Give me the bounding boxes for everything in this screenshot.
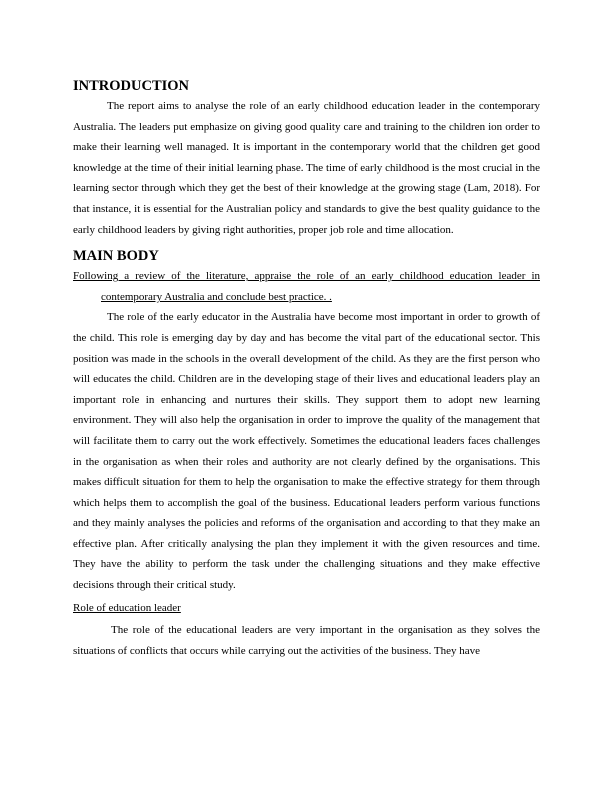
role-subheading: Role of education leader (73, 601, 181, 614)
role-paragraph: The role of the educational leaders are very important in the organisation as they solves the situations of conflicts that occurs while carrying out the activities of the business. They have (73, 624, 540, 657)
introduction-paragraph: The report aims to analyse the role of an early childhood education leader in the contemporary Australia. The leaders put emphasize on giving good quality care and training to the children ion order to make their learning well managed. It is important in the contemporary world that the children get good knowledge at the time of their initial learning phase. The time of early childhood is the most crucial in the learning sector through which they get the best of their knowledge at the growing stage (Lam, 2018). For that instance, it is essential for the Australian policy and standards to give the best quality guidance to the early childhood leaders by giving right authorities, proper job role and time allocation. (73, 100, 540, 236)
main-body-subheading: Following a review of the literature, appraise the role of an early childhood education leader in contemporary Australia and conclude best practice. . (73, 270, 540, 303)
introduction-heading: INTRODUCTION (73, 78, 190, 94)
page-content (73, 76, 540, 661)
main-body-heading: MAIN BODY (73, 248, 159, 265)
main-body-paragraph: The role of the early educator in the Australia have become most important in order to growth of the child. This role is emerging day by day and has become the vital part of the educational sector. This position was made in the schools in the overall development of the child. As they are the first person who will educates the child. Children are in the developing stage of their lives and educational leaders play an important role in enhancing and nurtures their skills. They support them to adopt new learning environment. They will also help the organisation in order to improve the quality of the management that will facilitate them to carry out the work effectively. Sometimes the educational leaders faces challenges in the organisation as when their roles and authority are not clearly defined by the organisations. This makes difficult situation for them to help the organisation to make the effective strategy for them through which helps them to accomplish the goal of the business. Educational leaders perform various functions and they mainly analyses the policies and reforms of the organisation and according to that they make an effective plan. After critically analysing the plan they implement it with the given resources and time. They have the ability to perform the task under the challenging situations and they make effective decisions through their critical study. (73, 311, 540, 592)
